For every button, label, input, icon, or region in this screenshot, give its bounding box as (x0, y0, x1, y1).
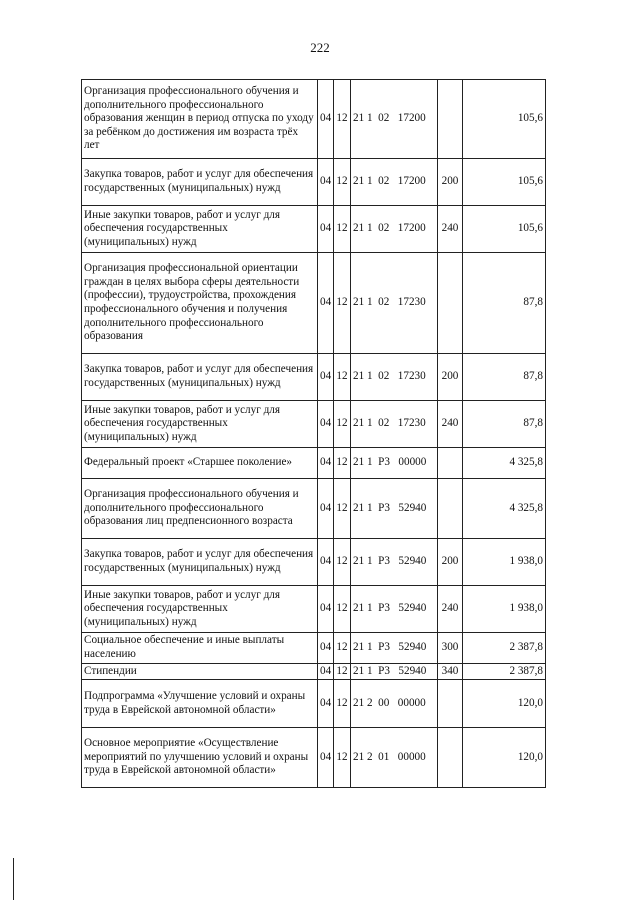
row-target-article-code: 21 1 Р3 52940 (351, 664, 438, 680)
row-amount: 120,0 (463, 680, 546, 728)
table-row (82, 159, 546, 206)
row-name: Стипендии (82, 664, 318, 680)
row-target-article-code: 21 1 02 17230 (351, 401, 438, 448)
row-subsection-code: 12 (334, 401, 351, 448)
row-section-code: 04 (318, 206, 334, 253)
row-amount: 4 325,8 (463, 479, 546, 539)
row-section-code: 04 (318, 159, 334, 206)
row-name: Социальное обеспечение и иные выплаты населению (82, 633, 318, 664)
row-subsection-code: 12 (334, 448, 351, 479)
row-target-article-code: 21 1 Р3 52940 (351, 586, 438, 633)
row-expense-type-code (438, 448, 463, 479)
row-target-article-code: 21 1 02 17200 (351, 80, 438, 159)
row-target-article-code: 21 1 02 17200 (351, 159, 438, 206)
row-expense-type-code: 200 (438, 159, 463, 206)
row-target-article-code: 21 1 02 17230 (351, 253, 438, 354)
row-target-article-code: 21 1 02 17200 (351, 206, 438, 253)
table-row (82, 479, 546, 539)
row-target-article-code: 21 1 Р3 00000 (351, 448, 438, 479)
table-row (82, 80, 546, 159)
row-subsection-code: 12 (334, 633, 351, 664)
row-subsection-code: 12 (334, 159, 351, 206)
row-expense-type-code: 240 (438, 206, 463, 253)
row-section-code: 04 (318, 448, 334, 479)
row-expense-type-code: 240 (438, 586, 463, 633)
row-subsection-code: 12 (334, 680, 351, 728)
row-section-code: 04 (318, 586, 334, 633)
row-expense-type-code: 200 (438, 354, 463, 401)
row-section-code: 04 (318, 479, 334, 539)
row-name: Иные закупки товаров, работ и услуг для обеспечения государственных (муниципальных) нужд (82, 586, 318, 633)
budget-table-body (82, 80, 546, 788)
row-subsection-code: 12 (334, 664, 351, 680)
row-target-article-code: 21 2 00 00000 (351, 680, 438, 728)
row-amount: 87,8 (463, 253, 546, 354)
row-name: Организация профессиональной ориентации граждан в целях выбора сферы деятельности (профессии), трудоустройства, прохождения профессионального обучения и получения дополнительного профессионального образования (82, 253, 318, 354)
row-expense-type-code: 240 (438, 401, 463, 448)
row-name: Закупка товаров, работ и услуг для обеспечения государственных (муниципальных) нужд (82, 539, 318, 586)
row-expense-type-code: 300 (438, 633, 463, 664)
row-target-article-code: 21 1 Р3 52940 (351, 479, 438, 539)
table-row (82, 354, 546, 401)
table-row (82, 206, 546, 253)
row-section-code: 04 (318, 680, 334, 728)
row-name: Иные закупки товаров, работ и услуг для обеспечения государственных (муниципальных) нужд (82, 206, 318, 253)
row-target-article-code: 21 2 01 00000 (351, 728, 438, 788)
row-target-article-code: 21 1 02 17230 (351, 354, 438, 401)
table-row (82, 664, 546, 680)
row-amount: 2 387,8 (463, 664, 546, 680)
row-expense-type-code (438, 728, 463, 788)
table-row (82, 586, 546, 633)
row-name: Организация профессионального обучения и дополнительного профессионального образования женщин в период отпуска по уходу за ребёнком до достижения им возраста трёх лет (82, 80, 318, 159)
row-name: Подпрограмма «Улучшение условий и охраны труда в Еврейской автономной области» (82, 680, 318, 728)
row-expense-type-code (438, 680, 463, 728)
row-expense-type-code: 340 (438, 664, 463, 680)
row-amount: 87,8 (463, 354, 546, 401)
row-section-code: 04 (318, 664, 334, 680)
row-subsection-code: 12 (334, 479, 351, 539)
row-subsection-code: 12 (334, 728, 351, 788)
row-name: Закупка товаров, работ и услуг для обеспечения государственных (муниципальных) нужд (82, 354, 318, 401)
table-row (82, 728, 546, 788)
table-row (82, 633, 546, 664)
row-expense-type-code: 200 (438, 539, 463, 586)
row-amount: 4 325,8 (463, 448, 546, 479)
row-subsection-code: 12 (334, 539, 351, 586)
page-number: 222 (310, 40, 330, 55)
row-amount: 105,6 (463, 206, 546, 253)
row-amount: 1 938,0 (463, 539, 546, 586)
table-row (82, 401, 546, 448)
table-row (82, 253, 546, 354)
row-subsection-code: 12 (334, 586, 351, 633)
row-section-code: 04 (318, 728, 334, 788)
row-section-code: 04 (318, 354, 334, 401)
table-row (82, 539, 546, 586)
row-name: Закупка товаров, работ и услуг для обеспечения государственных (муниципальных) нужд (82, 159, 318, 206)
row-amount: 87,8 (463, 401, 546, 448)
row-section-code: 04 (318, 633, 334, 664)
row-section-code: 04 (318, 80, 334, 159)
row-subsection-code: 12 (334, 354, 351, 401)
row-section-code: 04 (318, 253, 334, 354)
row-name: Организация профессионального обучения и дополнительного профессионального образования лиц предпенсионного возраста (82, 479, 318, 539)
row-name: Основное мероприятие «Осуществление мероприятий по улучшению условий и охраны труда в Еврейской автономной области» (82, 728, 318, 788)
row-expense-type-code (438, 253, 463, 354)
row-section-code: 04 (318, 539, 334, 586)
row-name: Иные закупки товаров, работ и услуг для обеспечения государственных (муниципальных) нужд (82, 401, 318, 448)
row-target-article-code: 21 1 Р3 52940 (351, 633, 438, 664)
row-name: Федеральный проект «Старшее поколение» (82, 448, 318, 479)
row-section-code: 04 (318, 401, 334, 448)
table-row (82, 680, 546, 728)
row-amount: 2 387,8 (463, 633, 546, 664)
row-amount: 105,6 (463, 159, 546, 206)
budget-table (81, 79, 546, 788)
row-target-article-code: 21 1 Р3 52940 (351, 539, 438, 586)
row-subsection-code: 12 (334, 80, 351, 159)
row-amount: 105,6 (463, 80, 546, 159)
row-subsection-code: 12 (334, 206, 351, 253)
margin-mark (13, 858, 14, 900)
row-amount: 120,0 (463, 728, 546, 788)
row-amount: 1 938,0 (463, 586, 546, 633)
table-row (82, 448, 546, 479)
row-expense-type-code (438, 479, 463, 539)
row-expense-type-code (438, 80, 463, 159)
row-subsection-code: 12 (334, 253, 351, 354)
